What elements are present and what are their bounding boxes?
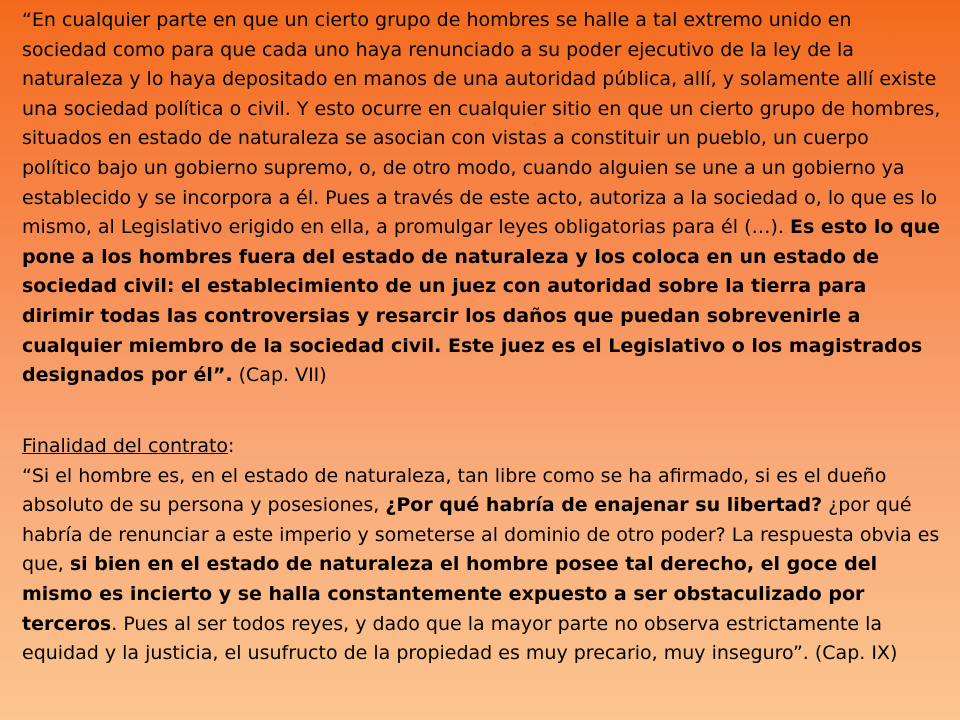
quote-text-plain: “Si el hombre es, en el estado de naturaleza, tan libre como se ha afirmado, si es el dueño absoluto de su persona y posesiones, (22, 464, 887, 517)
contract-purpose-section (22, 432, 942, 669)
quote-text-plain: “En cualquier parte en que un cierto grupo de hombres se halle a tal extremo unido en sociedad como para que cada uno haya renunciado a su poder ejecutivo de la ley de la naturaleza y lo haya depositado en manos de una autoridad pública, allí, y solamente allí existe una sociedad política o civil. Y esto ocurre en cualquier sitio en que un cierto grupo de hombres, situados en estado de naturaleza se asocian con vistas a constituir un pueblo, un cuerpo político bajo un gobierno supremo, o, de otro modo, cuando alguien se une a un gobierno ya establecido y se incorpora a él. Pues a través de este acto, autoriza a la sociedad o, lo que es lo mismo, al Legislativo erigido en ella, a promulgar leyes obligatorias para él (…). (22, 9, 941, 239)
quote-text-plain: . Pues al ser todos reyes, y dado que la mayor parte no observa estrictamente la equidad y la justicia, el usufructo de la propiedad es muy precario, muy inseguro”. (Cap. IX) (22, 612, 898, 665)
quote-text-bold: Es esto lo que pone a los hombres fuera del estado de naturaleza y los coloca en un estado de sociedad civil: el establecimiento de un juez con autoridad sobre la tierra para dirimir todas las controversias y resarcir los daños que puedan sobrevenirle a cualquier miembro de la sociedad civil. Este juez es el Legislativo o los magistrados designados por él”. (22, 216, 941, 387)
quote-text-bold: si bien en el estado de naturaleza el hombre posee tal derecho, el goce del mismo es incierto y se halla constantemente expuesto a ser obstaculizado por terceros (22, 553, 878, 635)
quote-citation: (Cap. VII) (232, 364, 327, 387)
quote-paragraph-cap-vii (22, 6, 942, 391)
section-heading: Finalidad del contrato (22, 435, 229, 457)
quote-text-plain: ¿por qué habría de renunciar a este imperio y someterse al dominio de otro poder? La respuesta obvia es que, (22, 494, 940, 576)
quote-question-bold: ¿Por qué habría de enajenar su libertad? (385, 494, 823, 517)
section-heading-colon: : (228, 435, 235, 457)
